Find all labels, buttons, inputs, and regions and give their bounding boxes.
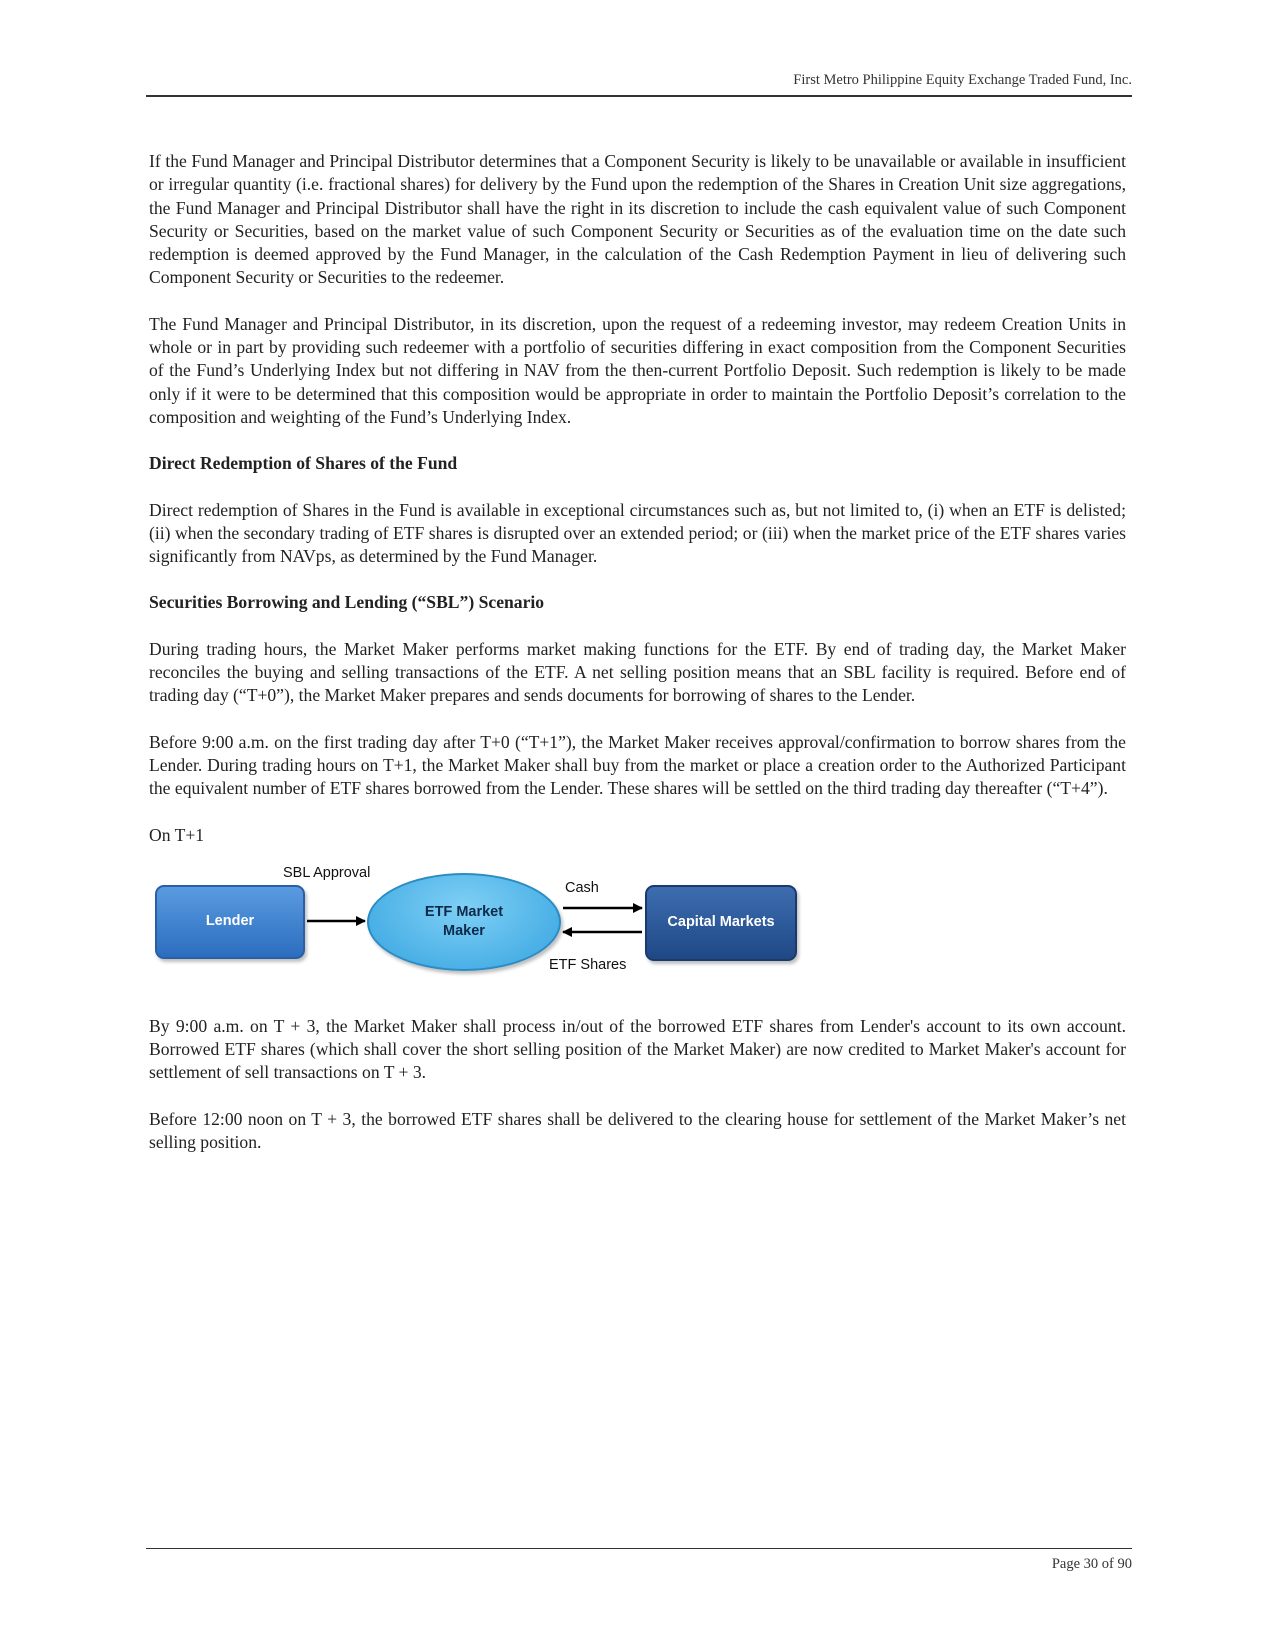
- page-body: [149, 150, 1126, 1177]
- sbl-approval-label: SBL Approval: [283, 864, 371, 881]
- header-rule: [146, 95, 1132, 97]
- capital-markets-box: Capital Markets: [645, 885, 797, 961]
- etf-shares-label: ETF Shares: [549, 956, 627, 973]
- paragraph-component-security: If the Fund Manager and Principal Distributor determines that a Component Security is likely to be unavailable or available in insufficient or irregular quantity (i.e. fractional shares) for delivery by the Fund upon the redemption of the Shares in Creation Unit size aggregations, the Fund Manager and Principal Distributor shall have the right in its discretion to include the cash equivalent value of such Component Security or Securities, based on the market value of such Component Security or Securities as of the evaluation time on the date such redemption is deemed approved by the Fund Manager, in the calculation of the Cash Redemption Payment in lieu of delivering such Component Security or Securities to the redeemer.: [149, 151, 1126, 288]
- paragraph-t-plus-1: Before 9:00 a.m. on the first trading day after T+0 (“T+1”), the Market Maker receives approval/confirmation to borrow shares from the Lender. During trading hours on T+1, the Market Maker shall buy from the market or place a creation order to the Authorized Participant the equivalent number of ETF shares borrowed from the Lender. These shares will be settled on the third trading day thereafter (“T+4”).: [149, 731, 1126, 799]
- heading-direct-redemption: Direct Redemption of Shares of the Fund: [149, 453, 458, 474]
- cash-label: Cash: [565, 879, 599, 896]
- footer-rule: [146, 1548, 1132, 1549]
- paragraph-on-t-plus-1: On T+1: [149, 824, 205, 845]
- paragraph-t-plus-3-process: By 9:00 a.m. on T + 3, the Market Maker shall process in/out of the borrowed ETF shares from Lender's account to its own account. Borrowed ETF shares (which shall cover the short selling position of the Market Maker) are now credited to Market Maker's account for settlement of sell transactions on T + 3.: [149, 1015, 1126, 1083]
- paragraph-trading-hours: During trading hours, the Market Maker performs market making functions for the ETF. By end of trading day, the Market Maker reconciles the buying and selling transactions of the ETF. A net selling position means that an SBL facility is required. Before end of trading day (“T+0”), the Market Maker prepares and sends documents for borrowing of shares to the Lender.: [149, 638, 1126, 706]
- paragraph-portfolio-redemption: The Fund Manager and Principal Distributor, in its discretion, upon the request of a redeeming investor, may redeem Creation Units in whole or in part by providing such redeemer with a portfolio of securities differing in exact composition from the Component Securities of the Fund’s Underlying Index but not differing in NAV from the then-current Portfolio Deposit. Such redemption is likely to be made only if it were to be determined that this composition would be appropriate in order to maintain the Portfolio Deposit’s correlation to the composition and weighting of the Fund’s Underlying Index.: [149, 313, 1126, 427]
- lender-box: Lender: [155, 885, 305, 959]
- page-number: Page 30 of 90: [1051, 1556, 1132, 1572]
- paragraph-t-plus-3-delivery: Before 12:00 noon on T + 3, the borrowed ETF shares shall be delivered to the clearing house for settlement of the Market Maker’s net selling position.: [149, 1108, 1126, 1153]
- etf-market-maker-label: ETF Market Maker: [424, 903, 504, 939]
- sbl-flow-diagram: [149, 855, 1126, 995]
- etf-market-maker-ellipse: [367, 873, 561, 971]
- heading-sbl-scenario: Securities Borrowing and Lending (“SBL”) Scenario: [149, 592, 545, 613]
- paragraph-direct-redemption: Direct redemption of Shares in the Fund is available in exceptional circumstances such as, but not limited to, (i) when an ETF is delisted; (ii) when the secondary trading of ETF shares is disrupted over an extended period; or (iii) when the market price of the ETF shares varies significantly from NAVps, as determined by the Fund Manager.: [149, 499, 1126, 567]
- running-header: First Metro Philippine Equity Exchange Traded Fund, Inc.: [793, 72, 1132, 88]
